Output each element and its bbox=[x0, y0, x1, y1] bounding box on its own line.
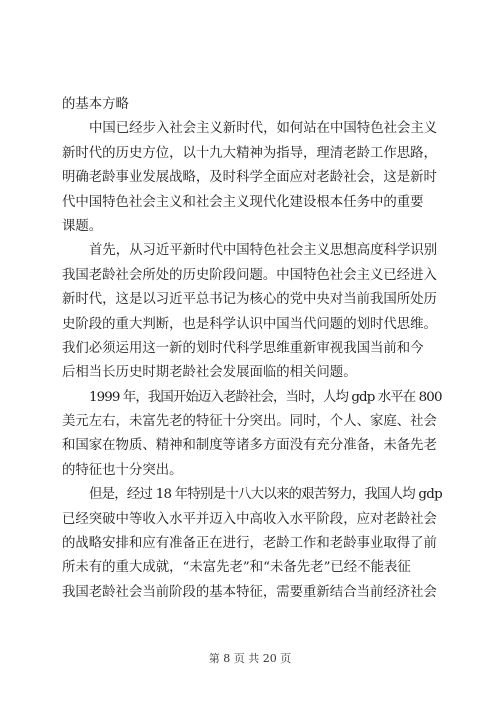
text-line: 我国老龄社会所处的历史阶段问题。中国特色社会主义已经进入 bbox=[62, 267, 437, 283]
text-line: 的战略安排和应有准备正在进行，老龄工作和老龄事业取得了前 bbox=[62, 536, 437, 552]
text-line: 的特征也十分突出。 bbox=[62, 462, 183, 478]
text-line: 但是，经过 18 年特别是十八大以来的艰苦努力，我国人均 gdp bbox=[89, 487, 442, 503]
body-text bbox=[62, 93, 442, 605]
text-line: 史阶段的重大判断，也是科学认识中国当代问题的划时代思维。 bbox=[62, 316, 437, 332]
text-line: 首先，从习近平新时代中国特色社会主义思想高度科学识别 bbox=[89, 243, 438, 259]
text-line: 后相当长历史时期老龄社会发展面临的相关问题。 bbox=[62, 365, 357, 381]
page-number-footer: 第 8 页 共 20 页 bbox=[208, 652, 292, 665]
text-line: 我国老龄社会当前阶段的基本特征，需要重新结合当前经济社会 bbox=[62, 584, 437, 600]
text-line: 我们必须运用这一新的划时代科学思维重新审视我国当前和今 bbox=[62, 340, 424, 356]
text-line: 代中国特色社会主义和社会主义现代化建设根本任务中的重要 bbox=[62, 194, 424, 210]
text-line: 新时代，这是以习近平总书记为核心的党中央对当前我国所处历 bbox=[62, 292, 437, 308]
text-line: 1999 年，我国开始迈入老龄社会，当时，人均 gdp 水平在 800 bbox=[89, 389, 442, 405]
text-line: 已经突破中等收入水平并迈入中高收入水平阶段，应对老龄社会 bbox=[62, 511, 437, 527]
text-line: 明确老龄事业发展战略，及时科学全面应对老龄社会，这是新时 bbox=[62, 170, 437, 186]
text-line: 中国已经步入社会主义新时代，如何站在中国特色社会主义 bbox=[89, 121, 438, 137]
text-line: 新时代的历史方位，以十九大精神为指导，理清老龄工作思路， bbox=[62, 145, 437, 161]
text-line: 和国家在物质、精神和制度等诸多方面没有充分准备，未备先老 bbox=[62, 438, 437, 454]
text-line: 课题。 bbox=[62, 218, 103, 234]
text-line: 所未有的重大成就，“未富先老”和“未备先老”已经不能表征 bbox=[62, 560, 411, 576]
text-line: 美元左右，未富先老的特征十分突出。同时，个人、家庭、社会 bbox=[62, 414, 437, 430]
text-line: 的基本方略 bbox=[62, 97, 129, 112]
